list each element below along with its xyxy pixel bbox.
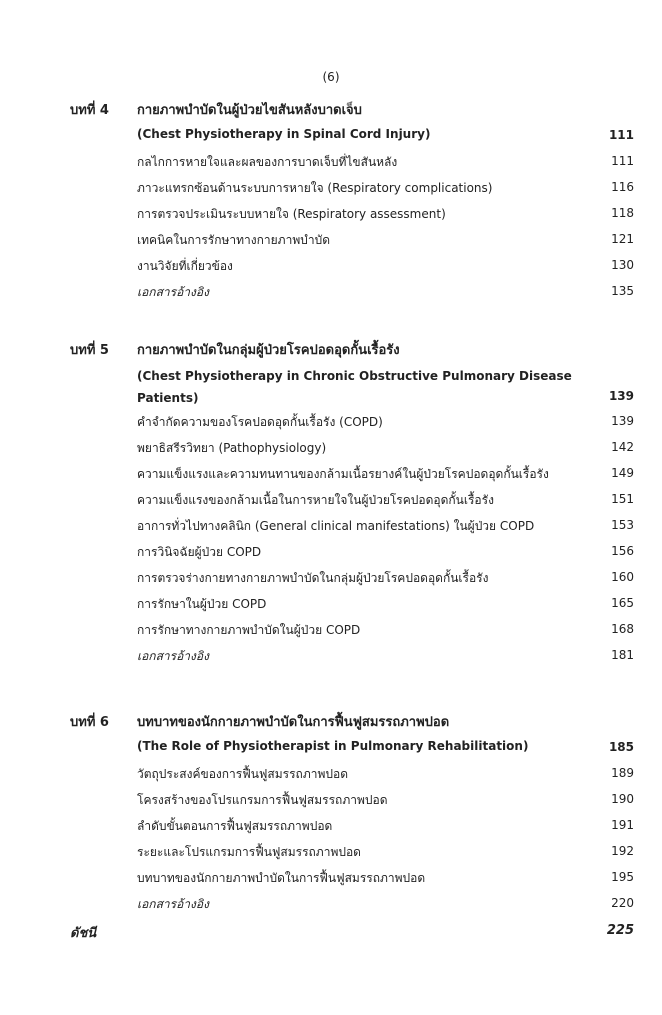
toc-entry[interactable] — [0, 278, 662, 304]
entry-title: การตรวจประเมินระบบหายใจ (Respiratory assessment) — [137, 207, 446, 221]
chapter-heading — [0, 96, 662, 122]
entry-title: การวินิจฉัยผู้ป่วย COPD — [137, 545, 262, 559]
entry-title: (Chest Physiotherapy in Chronic Obstructive Pulmonary Disease Patients) — [137, 369, 572, 405]
entry-page-number: 116 — [611, 180, 634, 194]
entry-page-number: 142 — [611, 440, 634, 454]
toc-entry[interactable] — [0, 590, 662, 616]
entry-title: กลไกการหายใจและผลของการบาดเจ็บที่ไขสันหลัง — [137, 155, 398, 169]
entry-page-number: 160 — [611, 570, 634, 584]
toc-entry[interactable] — [0, 252, 662, 278]
chapter-label: บทที่ 4 — [70, 103, 109, 118]
entry-title: ระยะและโปรแกรมการฟื้นฟูสมรรถภาพปอด — [137, 845, 361, 859]
toc-entry[interactable] — [0, 786, 662, 812]
toc-entry[interactable] — [0, 538, 662, 564]
entry-page-number: 190 — [611, 792, 634, 806]
toc-entry[interactable] — [0, 838, 662, 864]
chapter-section — [0, 708, 662, 916]
entry-page-number: 139 — [611, 414, 634, 428]
entry-title: การตรวจร่างกายทางกายภาพบำบัดในกลุ่มผู้ป่วยโรคปอดอุดกั้นเรื้อรัง — [137, 571, 489, 585]
entry-page-number: 189 — [611, 766, 634, 780]
toc-entry[interactable] — [0, 616, 662, 642]
chapter-label: บทที่ 5 — [70, 343, 109, 358]
toc-entry[interactable] — [0, 226, 662, 252]
toc-entry[interactable] — [0, 174, 662, 200]
toc-entry[interactable] — [0, 122, 662, 148]
index-label: ดัชนี — [70, 926, 97, 941]
chapter-title: กายภาพบำบัดในกลุ่มผู้ป่วยโรคปอดอุดกั้นเรื้อรัง — [137, 343, 400, 358]
toc-entry[interactable] — [0, 512, 662, 538]
toc-entry[interactable] — [0, 408, 662, 434]
chapter-section — [0, 336, 662, 668]
entry-page-number: 118 — [611, 206, 634, 220]
entry-title: เอกสารอ้างอิง — [137, 285, 209, 299]
toc-entry[interactable] — [0, 890, 662, 916]
entry-page-number: 156 — [611, 544, 634, 558]
toc-entry[interactable] — [0, 760, 662, 786]
entry-title: วัตถุประสงค์ของการฟื้นฟูสมรรถภาพปอด — [137, 767, 348, 781]
toc-entry[interactable] — [0, 460, 662, 486]
chapter-heading — [0, 708, 662, 734]
entry-title: พยาธิสรีรวิทยา (Pathophysiology) — [137, 441, 327, 455]
entry-page-number: 130 — [611, 258, 634, 272]
entry-title: คำจำกัดความของโรคปอดอุดกั้นเรื้อรัง (COPD) — [137, 415, 383, 429]
entry-page-number: 151 — [611, 492, 634, 506]
chapter-heading — [0, 336, 662, 362]
entry-title: โครงสร้างของโปรแกรมการฟื้นฟูสมรรถภาพปอด — [137, 793, 388, 807]
entry-page-number: 111 — [608, 128, 634, 142]
chapter-section — [0, 96, 662, 304]
entry-title: ความแข็งแรงของกล้ามเนื้อในการหายใจในผู้ป่วยโรคปอดอุดกั้นเรื้อรัง — [137, 493, 494, 507]
toc-entry[interactable] — [0, 486, 662, 512]
entry-title: เอกสารอ้างอิง — [137, 649, 209, 663]
toc-entry[interactable] — [0, 148, 662, 174]
entry-page-number: 121 — [611, 232, 634, 246]
entry-title: บทบาทของนักกายภาพบำบัดในการฟื้นฟูสมรรถภาพปอด — [137, 871, 426, 885]
toc-entry[interactable] — [0, 864, 662, 890]
toc-entry[interactable] — [0, 812, 662, 838]
entry-title: ภาวะแทรกซ้อนด้านระบบการหายใจ (Respiratory complications) — [137, 181, 493, 195]
entry-page-number: 135 — [611, 284, 634, 298]
entry-title: งานวิจัยที่เกี่ยวข้อง — [137, 259, 233, 273]
entry-title: (The Role of Physiotherapist in Pulmonary Rehabilitation) — [137, 739, 529, 753]
chapter-label: บทที่ 6 — [70, 715, 109, 730]
entry-page-number: 153 — [611, 518, 634, 532]
entry-title: เอกสารอ้างอิง — [137, 897, 209, 911]
entry-title: เทคนิคในการรักษาทางกายภาพบำบัด — [137, 233, 331, 247]
toc-entry[interactable] — [0, 564, 662, 590]
index-page: 225 — [606, 923, 634, 938]
entry-page-number: 185 — [608, 740, 634, 754]
entry-page-number: 192 — [611, 844, 634, 858]
entry-page-number: 220 — [611, 896, 634, 910]
toc-entry[interactable] — [0, 200, 662, 226]
index-entry — [0, 920, 662, 944]
entry-title: การรักษาทางกายภาพบำบัดในผู้ป่วย COPD — [137, 623, 361, 637]
entry-page-number: 139 — [608, 389, 634, 403]
entry-title: การรักษาในผู้ป่วย COPD — [137, 597, 267, 611]
entry-page-number: 195 — [611, 870, 634, 884]
entry-title: ลำดับขั้นตอนการฟื้นฟูสมรรถภาพปอด — [137, 819, 333, 833]
chapter-title: บทบาทของนักกายภาพบำบัดในการฟื้นฟูสมรรถภาพปอด — [137, 715, 450, 730]
entry-page-number: 165 — [611, 596, 634, 610]
toc-entry[interactable] — [0, 434, 662, 460]
entry-page-number: 191 — [611, 818, 634, 832]
entry-page-number: 181 — [611, 648, 634, 662]
toc-entry[interactable] — [0, 642, 662, 668]
entry-title: อาการทั่วไปทางคลินิก (General clinical manifestations) ในผู้ป่วย COPD — [137, 519, 535, 533]
toc-entry[interactable] — [0, 734, 662, 760]
entry-page-number: 149 — [611, 466, 634, 480]
entry-page-number: 111 — [611, 154, 634, 168]
toc-entry[interactable] — [0, 362, 662, 408]
chapter-title: กายภาพบำบัดในผู้ป่วยไขสันหลังบาดเจ็บ — [137, 103, 362, 118]
entry-title: (Chest Physiotherapy in Spinal Cord Injury) — [137, 127, 431, 141]
entry-title: ความแข็งแรงและความทนทานของกล้ามเนื้อรยางค์ในผู้ป่วยโรคปอดอุดกั้นเรื้อรัง — [137, 467, 549, 481]
entry-page-number: 168 — [611, 622, 634, 636]
page-number: (6) — [322, 70, 340, 84]
